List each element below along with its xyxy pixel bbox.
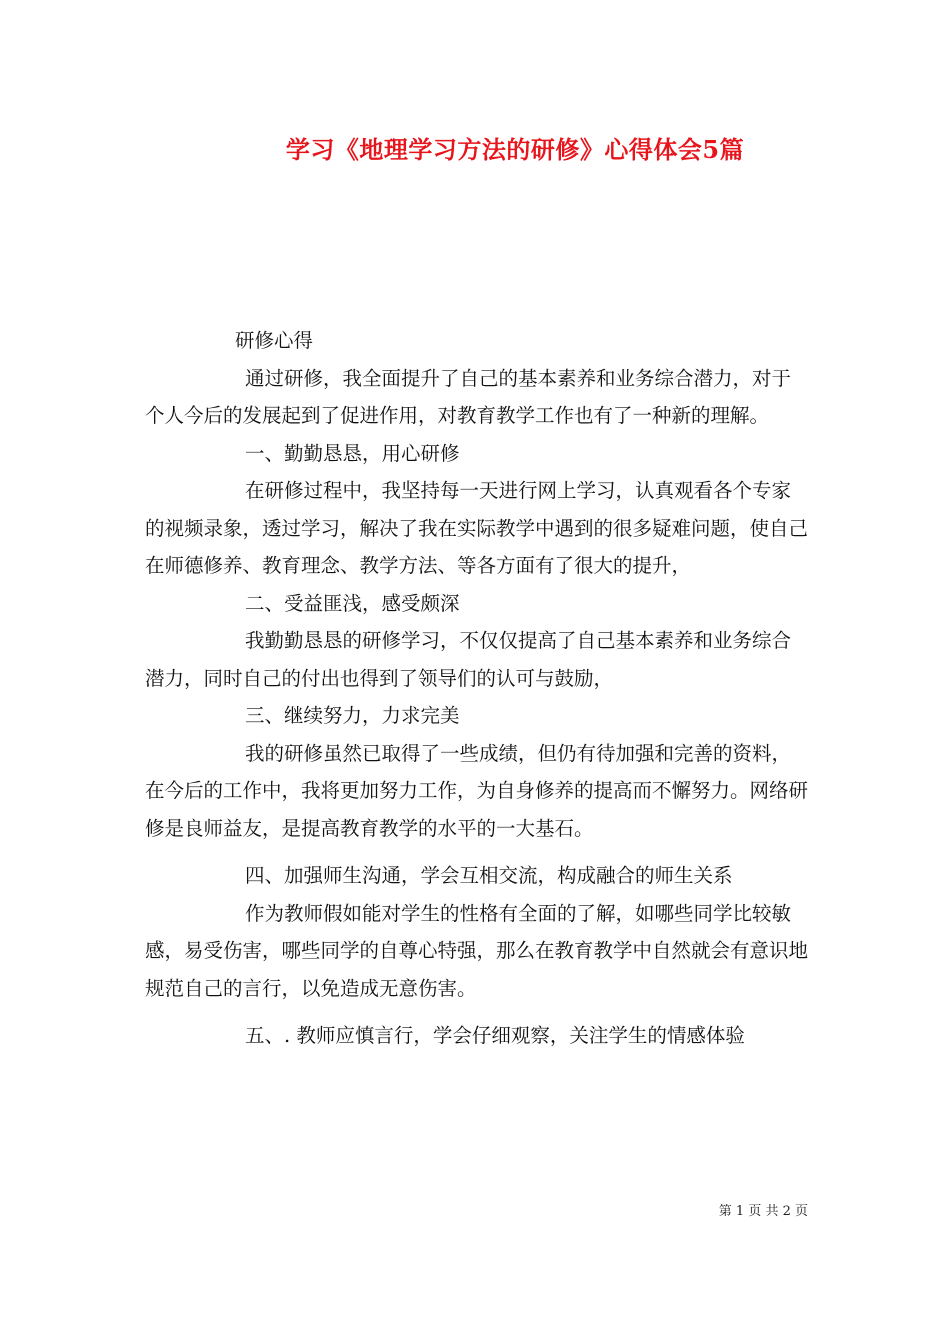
heading-4: 四、加强师生沟通，学会互相交流，构成融合的师生关系: [245, 864, 733, 887]
page-number: 第 1 页 共 2 页: [718, 1204, 808, 1219]
paragraph-1: 在研修过程中，我坚持每一天进行网上学习，认真观看各个专家的视频录象，透过学习，解决了我在实际教学中遇到的很多疑难问题，使自己在师德修养、教育理念、教学方法、等各方面有了很大的提升，: [145, 479, 809, 577]
heading-5: 五、. 教师应慎言行，学会仔细观察，关注学生的情感体验: [245, 1024, 745, 1047]
heading-1: 一、勤勤恳恳，用心研修: [245, 441, 460, 465]
paragraph-intro: 通过研修，我全面提升了自己的基本素养和业务综合潜力，对于个人今后的发展起到了促进作用，对教育教学工作也有了一种新的理解。: [145, 366, 792, 427]
heading-3: 三、继续努力，力求完美: [245, 704, 460, 727]
document-body: [145, 322, 810, 1055]
document-title: 学习《地理学习方法的研修》心得体会5篇: [285, 135, 745, 164]
paragraph-2: 我勤勤恳恳的研修学习，不仅仅提高了自己基本素养和业务综合潜力，同时自己的付出也得到了领导们的认可与鼓励，: [145, 629, 792, 690]
section-label: 研修心得: [235, 329, 314, 352]
paragraph-3: 我的研修虽然已取得了一些成绩，但仍有待加强和完善的资料，在今后的工作中，我将更加努力工作，为自身修养的提高而不懈努力。网络研修是良师益友，是提高教育教学的水平的一大基石。: [145, 741, 809, 840]
heading-2: 二、受益匪浅，感受颇深: [245, 591, 460, 615]
paragraph-4: 作为教师假如能对学生的性格有全面的了解，如哪些同学比较敏感，易受伤害，哪些同学的自尊心特强，那么在教育教学中自然就会有意识地规范自己的言行，以免造成无意伤害。: [145, 901, 809, 1000]
